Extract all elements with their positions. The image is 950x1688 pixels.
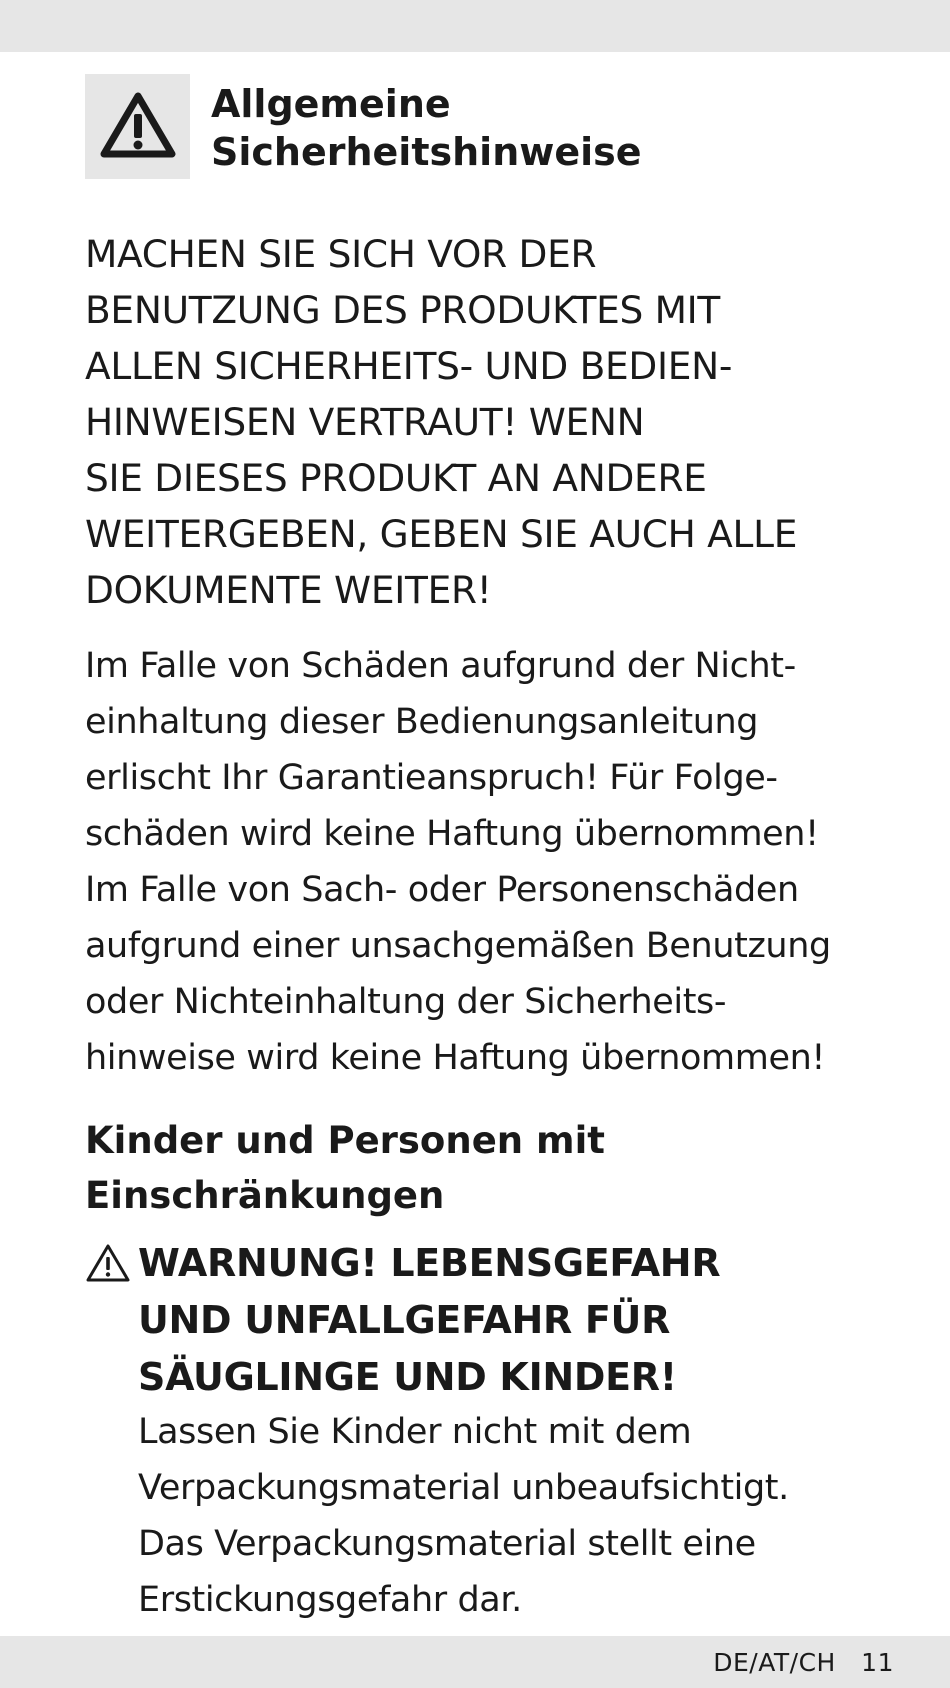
warning-body-text: Lassen Sie Kinder nicht mit dem Verpackungsmaterial unbeaufsichtigt. Das Verpackungsmaterial stellt eine Erstickungsgefahr dar.: [138, 1412, 789, 1620]
warning-triangle-icon: [98, 90, 178, 162]
top-margin-band: [0, 0, 950, 52]
safety-intro-caps: MACHEN SIE SICH VOR DER BENUTZUNG DES PRODUKTES MIT ALLEN SICHERHEITS- UND BEDIEN- HINWEISEN VERTRAUT! WENN SIE DIESES PRODUKT AN ANDERE WEITERGEBEN, GEBEN SIE AUCH ALLE DOKUMENTE WEITER!: [85, 232, 798, 612]
warning-icon-box: [85, 74, 190, 179]
liability-paragraph: Im Falle von Schäden aufgrund der Nicht- einhaltung dieser Bedienungsanleitung erlischt Ihr Garantieanspruch! Für Folge- schäden wird keine Haftung übernommen! Im Falle von Sach- oder Personenschäden aufgrund einer unsachgemäßen Benutzung oder Nichteinhaltung der Sicherheits- hinweise wird keine Haftung übernommen!: [85, 646, 831, 1078]
page-footer: DE/AT/CH 11: [713, 1648, 894, 1677]
warning-heading: WARNUNG! LEBENSGEFAHR UND UNFALLGEFAHR FÜR SÄUGLINGE UND KINDER!: [138, 1241, 721, 1399]
warning-triangle-icon: [85, 1243, 131, 1283]
section-title-children: Kinder und Personen mit Einschränkungen: [85, 1119, 605, 1217]
section-title-general-safety: Allgemeine Sicherheitshinweise: [211, 82, 642, 174]
